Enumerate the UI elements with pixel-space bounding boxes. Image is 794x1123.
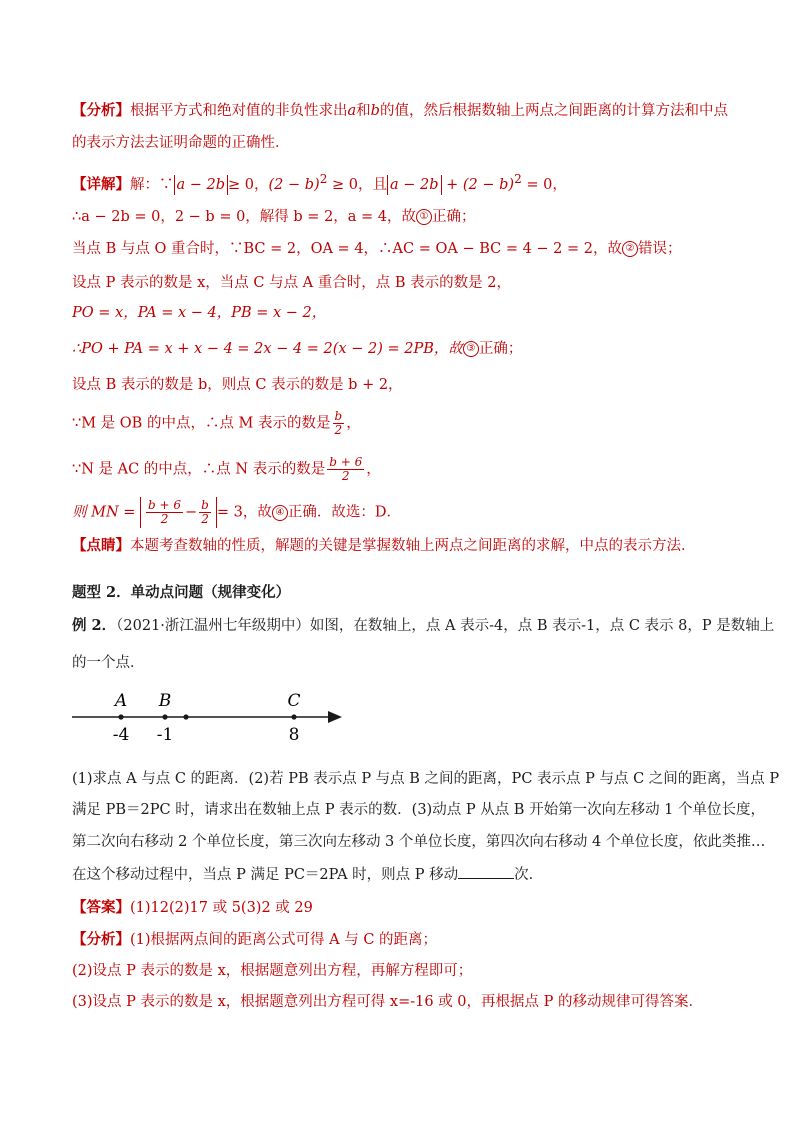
example-source: （2021·浙江温州七年级期中） [116, 618, 310, 634]
var-a: a [347, 103, 357, 119]
point-c-label: C [287, 691, 301, 711]
detail-line-8 [72, 410, 361, 437]
point-text: 本题考查数轴的性质，解题的关键是掌握数轴上两点之间距离的求解，中点的表示方法． [130, 538, 696, 554]
analysis2-line-3: (3)设点 P 表示的数是 x，根据题意列出方程可得 x=-16 或 0，再根据点 P 的移动规律可得答案． [72, 994, 704, 1010]
section-title: 题型 2．单动点问题（规律变化） [72, 584, 291, 601]
analysis-text-a: 根据平方式和绝对值的非负性求出 [130, 103, 348, 119]
answer-text: (1)12(2)17 或 5(3)2 或 29 [130, 900, 313, 916]
analysis2-tag: 【分析】 [72, 931, 130, 948]
fraction-b-over-2 [199, 499, 211, 526]
abs-expr-1: a − 2b [174, 175, 229, 195]
analysis-he: 和 [356, 103, 371, 119]
frac-den: 2 [201, 512, 209, 526]
sq-sup-1: 2 [319, 172, 328, 186]
point-c-dot [291, 714, 296, 719]
analysis2-line-1 [72, 930, 437, 950]
detail-line-6 [72, 339, 522, 359]
frac-den: 2 [334, 423, 343, 437]
analysis-line-1 [72, 101, 728, 121]
circle-1: ① [416, 209, 432, 225]
detail-line-9 [72, 456, 381, 483]
sq-expr-1: (2 − b) [268, 176, 320, 193]
point-a-value: -4 [112, 725, 130, 745]
detail-line-4: 设点 P 表示的数是 x，当点 C 与点 A 重合时，点 B 表示的数是 2， [72, 275, 511, 291]
frac-num: b [201, 498, 209, 512]
frac-num: b [334, 409, 343, 423]
detail-line-5: PO = x，PA = x − 4，PB = x − 2， [72, 305, 327, 321]
number-line-figure [70, 686, 360, 756]
point-a-dot [118, 714, 123, 719]
circle-3: ③ [463, 341, 479, 357]
answer-line [72, 898, 313, 918]
detail-line-10 [72, 497, 401, 528]
ok-1: 正确； [432, 209, 476, 225]
answer-blank [458, 864, 514, 879]
detail-l10b: = 3，故 [216, 504, 272, 521]
fraction-b-over-2 [333, 410, 345, 437]
geq2-text: ≥ 0，且 [327, 176, 387, 193]
example2-line-2: 的一个点． [72, 655, 145, 671]
frac-den: 2 [341, 469, 350, 483]
question-line-1: (1)求点 A 与点 C 的距离．(2)若 PB 表示点 P 与点 B 之间的距离，PC 表示点 P 与点 C 之间的距离，当点 P [72, 771, 780, 787]
eq0-text: = 0， [521, 176, 567, 193]
origin-dot [183, 714, 188, 719]
axis-arrow [328, 711, 342, 723]
frac-num: b + 6 [329, 455, 363, 469]
detail-l9: ∵N 是 AC 的中点，∴点 N 表示的数是 [72, 461, 326, 478]
var-b: b [370, 103, 380, 119]
sq-sup-2: 2 [514, 172, 522, 186]
frac-den: 2 [160, 512, 169, 526]
question-l4a: 在这个移动过程中，当点 P 满足 PC＝2PA 时，则点 P 移动 [72, 867, 459, 883]
point-b-value: -1 [156, 725, 174, 745]
analysis-line-2: 的表示方法去证明命题的正确性． [72, 135, 290, 151]
analysis-tag: 【分析】 [72, 102, 130, 119]
point-tag: 【点睛】 [72, 537, 130, 554]
question-line-4 [72, 864, 543, 885]
question-l4b: 次． [514, 867, 544, 883]
analysis2-line-2: (2)设点 P 表示的数是 x，根据题意列出方程，再解方程即可； [72, 963, 473, 979]
detail-l8: ∵M 是 OB 的中点，∴点 M 表示的数是 [72, 415, 331, 432]
example2-line-1 [72, 616, 774, 636]
point-b-label: B [158, 691, 172, 711]
detail-l6: ∴PO + PA = x + x − 4 = 2x − 4 = 2(x − 2) = 2PB，故 [72, 341, 463, 357]
geq-text: ≥ 0， [228, 176, 269, 193]
comma-9: ， [366, 461, 381, 478]
ok-3: 正确； [478, 341, 523, 357]
point-b-dot [162, 714, 167, 719]
wrong-2: 错误； [638, 241, 682, 257]
detail-line-2 [72, 207, 476, 227]
analysis-text-b: 的值，然后根据数轴上两点之间距离的计算方法和中点 [379, 103, 728, 119]
example-text-1: 如图，在数轴上，点 A 表示-4，点 B 表示-1，点 C 表示 8，P 是数轴上 [309, 618, 775, 634]
example-label: 例 2． [72, 617, 117, 634]
detail-l3: 当点 B 与点 O 重合时，∵BC = 2，OA = 4，∴AC = OA − BC = 4 − 2 = 2，故 [72, 241, 623, 257]
abs-expr-2: a − 2b [387, 175, 442, 195]
detail-start: 解：∵ [130, 176, 174, 193]
detail-line-7: 设点 B 表示的数是 b，则点 C 表示的数是 b + 2， [72, 377, 403, 393]
fraction-b6-over-2 [327, 456, 364, 483]
plus-sq: + (2 − b) [441, 176, 515, 193]
comma-8: ， [346, 415, 361, 432]
minus-sign: − [185, 504, 198, 521]
analysis2-l1: (1)根据两点间的距离公式可得 A 与 C 的距离； [130, 932, 438, 948]
circle-2: ② [622, 241, 638, 257]
detail-l10a: 则 MN = [72, 504, 136, 521]
frac-num: b + 6 [148, 498, 182, 512]
question-line-2: 满足 PB＝2PC 时，请求出在数轴上点 P 表示的数．(3)动点 P 从点 B 开始第一次向左移动 1 个单位长度， [72, 802, 766, 818]
point-a-label: A [114, 691, 128, 711]
detail-tag: 【详解】 [72, 175, 130, 193]
circle-4: ④ [272, 505, 288, 521]
detail-l10c: 正确．故选：D． [287, 504, 401, 521]
point-line [72, 536, 696, 556]
abs-mn [140, 497, 217, 528]
detail-l2: ∴a − 2b = 0，2 − b = 0，解得 b = 2，a = 4，故 [72, 209, 417, 225]
question-line-3: 第二次向右移动 2 个单位长度，第三次向左移动 3 个单位长度，第四次向右移动 4 个单位长度，依此类推… [72, 834, 766, 850]
point-c-value: 8 [288, 725, 300, 745]
detail-line-1 [72, 169, 567, 195]
fraction-b6-over-2 [146, 499, 183, 526]
detail-line-3 [72, 239, 682, 259]
answer-tag: 【答案】 [72, 899, 130, 916]
